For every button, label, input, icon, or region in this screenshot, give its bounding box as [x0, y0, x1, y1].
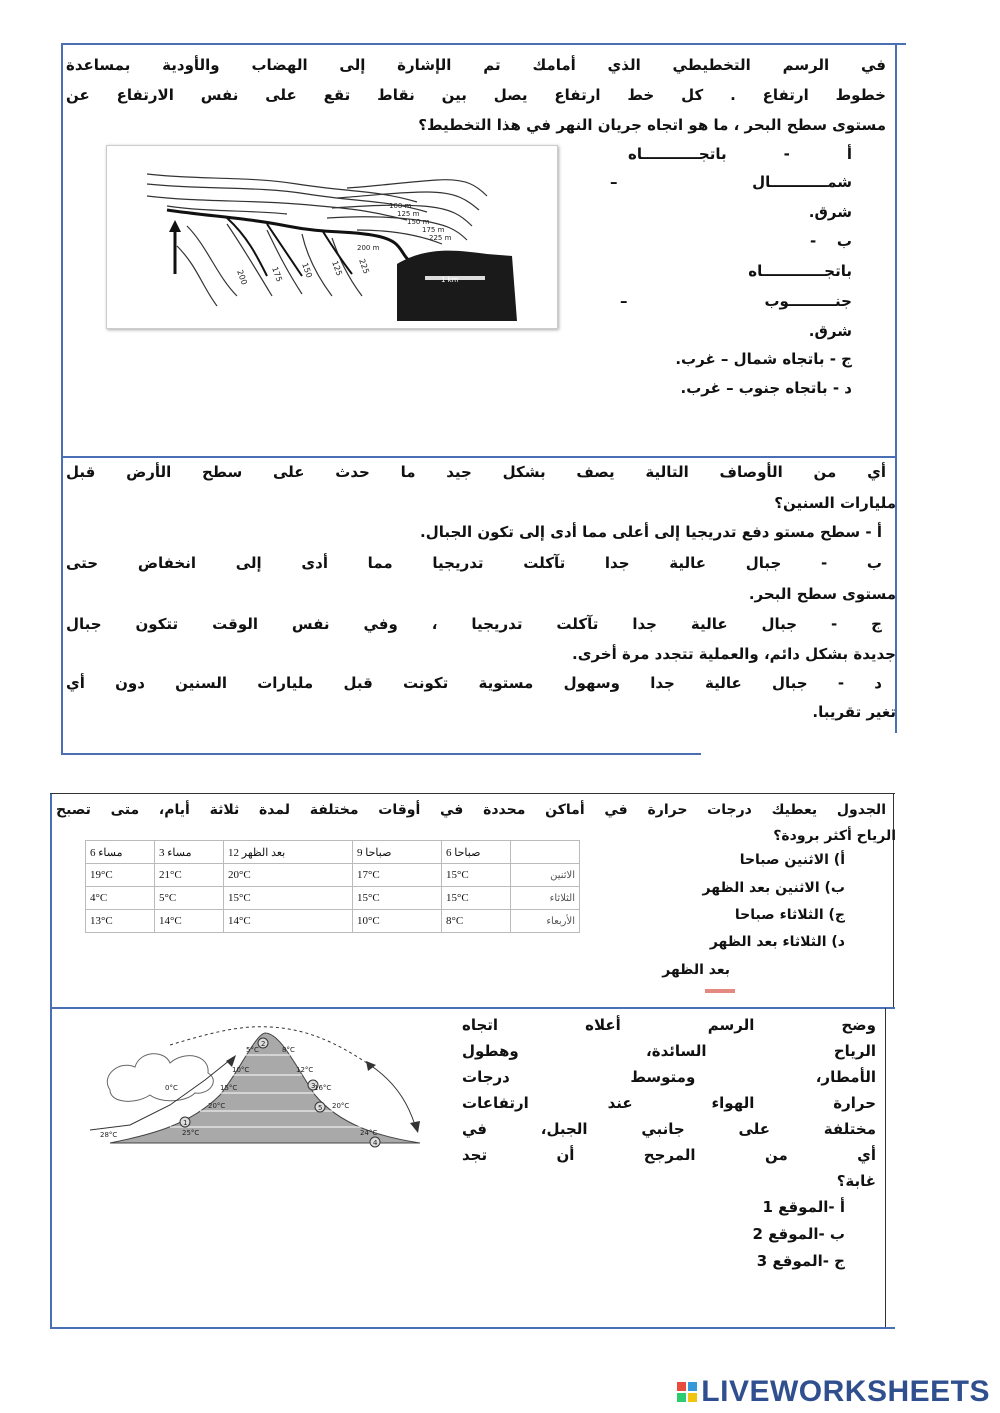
table-row — [86, 864, 580, 887]
temp-label: 20°C — [208, 1102, 226, 1110]
q1-option-a-line-2[interactable]: شمـــــــــــال – — [610, 173, 852, 191]
q4-stem-line-7: غابة؟ — [836, 1172, 876, 1190]
table-row — [86, 910, 580, 933]
table-cell: 17°C — [353, 864, 442, 887]
q2-option-b-line-2[interactable]: مستوى سطح البحر. — [748, 585, 896, 603]
table-cell: 14°C — [155, 910, 224, 933]
q4-stem-line-3: الأمطار، ومتوسط درجات — [462, 1068, 876, 1086]
frame-right-1 — [895, 43, 897, 733]
mountain-drawing — [70, 1025, 430, 1155]
frame-bottom-1 — [61, 753, 701, 755]
temp-label: 15°C — [220, 1084, 238, 1092]
table-cell: 10°C — [353, 910, 442, 933]
q1-stem-line-3: مستوى سطح البحر ، ما هو اتجاه جريان النهر في هذا التخطيط؟ — [418, 116, 886, 134]
temp-label: 25°C — [182, 1129, 200, 1137]
logo-text: LIVEWORKSHEETS — [701, 1375, 990, 1408]
table-header: 3 مساء — [155, 841, 224, 864]
frame-top-2 — [50, 793, 895, 794]
site-number: 5 — [318, 1104, 323, 1112]
table-cell: 13°C — [86, 910, 155, 933]
temp-label: 10°C — [232, 1066, 250, 1074]
q2-stem-line-2: مليارات السنين؟ — [774, 494, 896, 512]
table-header: 6 صباحا — [442, 841, 511, 864]
table-row — [86, 887, 580, 910]
map-label: 200 m — [357, 244, 380, 252]
contour-map — [106, 145, 558, 329]
table-header-row — [86, 841, 580, 864]
q3-option-a[interactable]: أ) الاثنين صباحا — [739, 852, 845, 868]
q1-option-a-line-3[interactable]: شرق. — [808, 203, 852, 221]
table-row-label: الأربعاء — [511, 910, 580, 933]
frame-mid-1 — [61, 456, 896, 458]
table-cell: 19°C — [86, 864, 155, 887]
site-number: 2 — [261, 1040, 266, 1048]
site-number: 3 — [311, 1082, 316, 1090]
q3-option-b[interactable]: ب) الاثنين بعد الظهر — [702, 880, 845, 896]
table-cell: 5°C — [155, 887, 224, 910]
frame-bottom-2 — [50, 1327, 895, 1329]
red-mark — [705, 989, 735, 993]
q2-option-a[interactable]: أ - سطح مستو دفع تدريجيا إلى أعلى مما أدى إلى تكون الجبال. — [420, 523, 882, 541]
table-cell: 15°C — [442, 887, 511, 910]
q4-stem-line-2: الرياح السائدة، وهطول — [462, 1042, 876, 1060]
temp-label: 8°C — [282, 1046, 295, 1054]
logo-mark-icon — [677, 1382, 697, 1402]
q4-option-b[interactable]: ب -الموقع 2 — [752, 1225, 845, 1243]
temp-label: 20°C — [332, 1102, 350, 1110]
table-cell: 4°C — [86, 887, 155, 910]
map-valley-label: 125 — [330, 259, 344, 278]
q2-option-d-line-1[interactable]: د - جبال عالية جدا وسهول مستوية تكونت قبل مليارات السنين دون أي — [66, 674, 882, 692]
table-row-label: الاثنين — [511, 864, 580, 887]
q3-stem-line-1: الجدول يعطيك درجات حرارة في أماكن محددة في أوقات مختلفة لمدة ثلاثة أيام، متى تصبح — [56, 802, 886, 818]
table-cell: 20°C — [224, 864, 353, 887]
q1-option-d[interactable]: د - باتجاه جنوب – غرب. — [680, 379, 852, 397]
map-valley-label: 150 — [300, 261, 314, 280]
map-label: 100 m — [389, 202, 412, 210]
table-cell: 15°C — [224, 887, 353, 910]
table-header-empty — [511, 841, 580, 864]
q1-option-b-line-4[interactable]: شرق. — [808, 322, 852, 340]
map-label: 225 m — [429, 234, 452, 242]
q1-stem-line-1: في الرسم التخطيطي الذي أمامك تم الإشارة إلى الهضاب والأودية بمساعدة — [66, 56, 886, 74]
map-label: 175 m — [422, 226, 445, 234]
q4-stem-line-4: حرارة الهواء عند ارتفاعات — [462, 1094, 876, 1112]
map-valley-label: 175 — [270, 265, 284, 284]
temp-label: 12°C — [296, 1066, 314, 1074]
q3-option-extra: بعد الظهر — [662, 962, 730, 978]
map-scale-label: 1 km — [441, 276, 459, 284]
q2-option-d-line-2[interactable]: تغير تقريبا. — [812, 703, 896, 721]
frame-top-1 — [61, 43, 906, 45]
q1-option-b-line-2[interactable]: باتجــــــــــــاه — [748, 262, 852, 280]
map-valley-label: 200 — [235, 268, 249, 287]
q2-option-b-line-1[interactable]: ب - جبال عالية جدا تآكلت تدريجيا مما أدى إلى انخفاض حتى — [66, 554, 882, 572]
mountain-diagram — [70, 1025, 430, 1155]
temperature-table — [85, 840, 580, 933]
table-cell: 21°C — [155, 864, 224, 887]
frame-mid-2 — [50, 1007, 895, 1009]
map-valley-label: 225 — [357, 257, 371, 276]
table-row-label: الثلاثاء — [511, 887, 580, 910]
temp-label: 5°C — [246, 1046, 259, 1054]
q2-stem-line-1: أي من الأوصاف التالية يصف بشكل جيد ما حدث على سطح الأرض قبل — [66, 463, 886, 481]
table-cell: 14°C — [224, 910, 353, 933]
temp-label: 24°C — [360, 1129, 378, 1137]
q3-stem-line-2: الرياح أكثر برودة؟ — [773, 828, 896, 844]
q3-option-d[interactable]: د) الثلاثاء بعد الظهر — [709, 934, 845, 950]
temp-label: 0°C — [165, 1084, 178, 1092]
q1-stem-line-2: خطوط ارتفاع . كل خط ارتفاع يصل بين نقاط تقع على نفس الارتفاع عن — [66, 86, 886, 104]
map-label: 150 m — [407, 218, 430, 226]
frame-left-2 — [50, 793, 52, 1328]
q4-stem-line-1: وضح الرسم أعلاه اتجاه — [462, 1016, 876, 1034]
frame-left-1 — [61, 43, 63, 755]
site-number: 1 — [183, 1119, 188, 1127]
site-number: 4 — [373, 1139, 378, 1147]
q4-option-a[interactable]: أ -الموقع 1 — [762, 1198, 845, 1216]
frame-right-2b — [885, 1008, 886, 1328]
q3-option-c[interactable]: ج) الثلاثاء صباحا — [734, 907, 845, 923]
q1-option-b-line-1[interactable]: ب - — [810, 232, 852, 250]
table-cell: 8°C — [442, 910, 511, 933]
q2-option-c-line-2[interactable]: جديدة بشكل دائم، والعملية تتجدد مرة أخرى. — [572, 645, 896, 663]
q4-option-c[interactable]: ج -الموقع 3 — [756, 1252, 845, 1270]
frame-right-2a — [893, 793, 894, 1008]
q4-stem-line-5: مختلفة على جانبي الجبل، في — [462, 1120, 876, 1138]
table-header: 6 مساء — [86, 841, 155, 864]
liveworksheets-logo — [677, 1375, 990, 1409]
q1-option-c[interactable]: ج - باتجاه شمال – غرب. — [675, 350, 852, 368]
table-header: 12 بعد الظهر — [224, 841, 353, 864]
q1-option-a-line-1[interactable]: أ - باتجـــــــــــاه — [628, 145, 852, 163]
table-header: 9 صباحا — [353, 841, 442, 864]
map-label: 125 m — [397, 210, 420, 218]
contour-map-drawing — [107, 146, 557, 328]
q2-option-c-line-1[interactable]: ج - جبال عالية جدا تآكلت تدريجيا ، وفي نفس الوقت تتكون جبال — [66, 615, 882, 633]
temp-label: 16°C — [314, 1084, 332, 1092]
table-cell: 15°C — [353, 887, 442, 910]
table-cell: 15°C — [442, 864, 511, 887]
temp-label: 28°C — [100, 1131, 118, 1139]
q1-option-b-line-3[interactable]: جنـــــــــوب – — [620, 292, 852, 310]
q4-stem-line-6: أي من المرجح أن تجد — [462, 1146, 876, 1164]
